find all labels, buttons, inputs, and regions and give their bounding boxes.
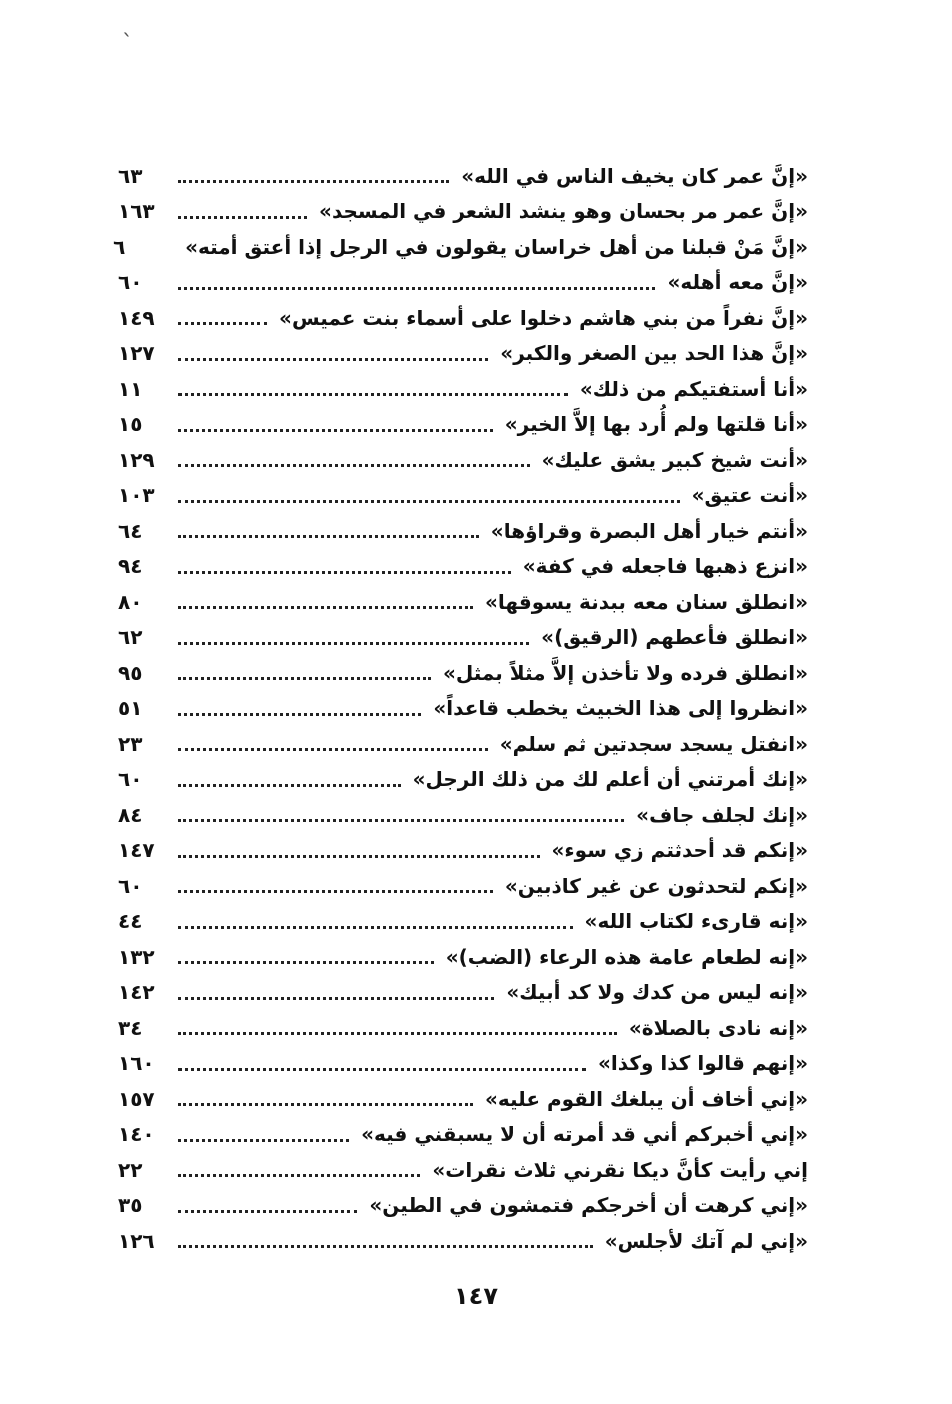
entry-text: «إنه نادى بالصلاة» [628,1015,808,1040]
entry-text: «إنه لطعام عامة هذه الرعاء (الضب)» [445,944,808,969]
dot-leader [178,180,449,183]
index-entry [118,691,808,727]
entry-page-number: ٦٢ [118,625,143,650]
entry-page-number: ١٠٣ [118,483,155,508]
dot-leader [178,997,494,1000]
index-entry [118,336,808,372]
index-entry [118,655,808,691]
dot-leader [178,393,568,396]
entry-page-number: ١٤٢ [118,980,155,1005]
entry-page-number: ٨٠ [118,589,143,614]
index-entry [118,549,808,585]
entry-page-number: ١٥٧ [118,1086,155,1111]
entry-text: «إنَّ عمر كان يخيف الناس في الله» [461,163,808,188]
entry-page-number: ٦٠ [118,767,143,792]
dot-leader [178,287,655,290]
dot-leader [178,642,529,645]
index-entry [118,407,808,443]
entry-text: «انفتل يسجد سجدتين ثم سلم» [499,731,808,756]
index-entry [113,229,808,265]
dot-leader [178,1139,349,1142]
page-number: ١٤٧ [454,1282,498,1310]
dot-leader [178,429,493,432]
dot-leader [178,216,307,219]
entry-page-number: ١٦٣ [118,199,155,224]
dot-leader [178,1210,357,1213]
entry-page-number: ١٣٢ [118,944,155,969]
entry-text: «إنه قارىء لكتاب الله» [584,909,808,934]
index-list [113,158,808,1258]
entry-text: «إنك لجلف جاف» [636,802,808,827]
entry-text: «إنكم لتحدثون عن غير كاذبين» [504,873,808,898]
entry-text: «إنَّ عمر مر بحسان وهو ينشد الشعر في المسجد» [319,199,808,224]
corner-mark: ˎ [122,12,133,37]
entry-page-number: ٩٤ [118,554,143,579]
entry-text: «إنَّ هذا الحد بين الصغر والكبر» [500,341,808,366]
entry-page-number: ١١ [118,376,143,401]
index-entry [118,975,808,1011]
entry-page-number: ٩٥ [118,660,143,685]
index-entry [118,584,808,620]
entry-text: «أنت عتيق» [691,483,808,508]
dot-leader [178,464,530,467]
dot-leader [178,535,479,538]
dot-leader [178,322,267,325]
entry-page-number: ١٤٩ [118,305,155,330]
dot-leader [178,571,511,574]
index-entry [118,1152,808,1188]
dot-leader [178,1103,473,1106]
entry-text: «إنَّ معه أهله» [667,270,808,295]
entry-text: «إنهم قالوا كذا وكذا» [598,1051,808,1076]
entry-page-number: ٦٣ [118,163,143,188]
index-entry [118,371,808,407]
entry-page-number: ٥١ [118,696,143,721]
entry-page-number: ١٥ [118,412,143,437]
dot-leader [178,1174,420,1177]
dot-leader [178,1245,593,1248]
entry-page-number: ٦٤ [118,518,143,543]
index-entry [118,300,808,336]
entry-text: «أنت شيخ كبير يشق عليك» [541,447,808,472]
entry-text: «إني لم آتك لأجلس» [604,1228,808,1253]
entry-text: «إنكم قد أحدثتم زي سوء» [551,838,808,863]
entry-page-number: ١٦٠ [118,1051,155,1076]
entry-page-number: ٢٢ [118,1157,143,1182]
entry-page-number: ٦٠ [118,873,143,898]
dot-leader [178,1032,617,1035]
entry-text: «انطلق فأعطهم (الرقيق)» [541,625,808,650]
dot-leader [178,819,624,822]
dot-leader [178,713,421,716]
dot-leader [178,606,473,609]
entry-text: «أنا أستفتيكم من ذلك» [579,376,808,401]
dot-leader [178,1068,586,1071]
index-entry [118,904,808,940]
index-entry [118,1188,808,1224]
entry-text: «إني أخاف أن يبلغك القوم عليه» [484,1086,808,1111]
entry-text: «إني أخبركم أني قد أمرته أن لا يسبقني فيه» [361,1122,808,1147]
entry-text: «إنه ليس من كدك ولا كد أبيك» [506,980,808,1005]
entry-text: «إنك أمرتني أن أعلم لك من ذلك الرجل» [412,767,808,792]
index-entry [118,1010,808,1046]
index-entry [118,158,808,194]
index-entry [118,1223,808,1259]
entry-text: «انظروا إلى هذا الخبيث يخطب قاعداً» [433,696,808,721]
entry-page-number: ٣٥ [118,1193,143,1218]
entry-text: «إنَّ نفراً من بني هاشم دخلوا على أسماء بنت عميس» [279,305,808,330]
entry-text: إني رأيت كأنَّ ديكا نقرني ثلاث نقرات» [432,1157,808,1182]
index-entry [118,513,808,549]
entry-page-number: ١٢٦ [118,1228,155,1253]
dot-leader [178,500,680,503]
index-entry [118,868,808,904]
index-entry [118,1081,808,1117]
index-entry [118,442,808,478]
entry-page-number: ٨٤ [118,802,143,827]
entry-page-number: ٣٤ [118,1015,143,1040]
index-entry [118,797,808,833]
entry-text: «أنا قلتها ولم أُرد بها إلاَّ الخير» [504,412,808,437]
entry-page-number: ٤٤ [118,909,143,934]
entry-page-number: ٢٣ [118,731,143,756]
index-entry [118,1117,808,1153]
entry-text: «إني كرهت أن أخرجكم فتمشون في الطين» [369,1193,808,1218]
index-entry [118,1046,808,1082]
index-entry [118,939,808,975]
entry-text: «انطلق سنان معه ببدنة يسوقها» [484,589,808,614]
dot-leader [178,890,493,893]
dot-leader [178,855,540,858]
index-entry [118,478,808,514]
dot-leader [178,926,573,929]
dot-leader [178,748,488,751]
index-entry [118,620,808,656]
entry-page-number: ٦٠ [118,270,143,295]
index-entry [118,265,808,301]
entry-page-number: ١٢٧ [118,341,155,366]
entry-text: «انطلق فرده ولا تأخذن إلاَّ مثلاً بمثل» [442,660,808,685]
index-entry [118,194,808,230]
dot-leader [178,961,434,964]
entry-text: «أنتم خيار أهل البصرة وقراؤها» [490,518,808,543]
dot-leader [178,784,401,787]
entry-page-number: ٦ [113,234,126,259]
entry-page-number: ١٤٠ [118,1122,155,1147]
dot-leader [178,677,431,680]
index-entry [118,762,808,798]
dot-leader [178,358,488,361]
entry-page-number: ١٤٧ [118,838,155,863]
index-entry [118,833,808,869]
entry-text: «انزع ذهبها فاجعله في كفة» [522,554,808,579]
entry-text: «إنَّ مَنْ قبلنا من أهل خراسان يقولون في الرجل إذا أعتق أمته» [185,234,808,259]
entry-page-number: ١٢٩ [118,447,155,472]
index-entry [118,726,808,762]
